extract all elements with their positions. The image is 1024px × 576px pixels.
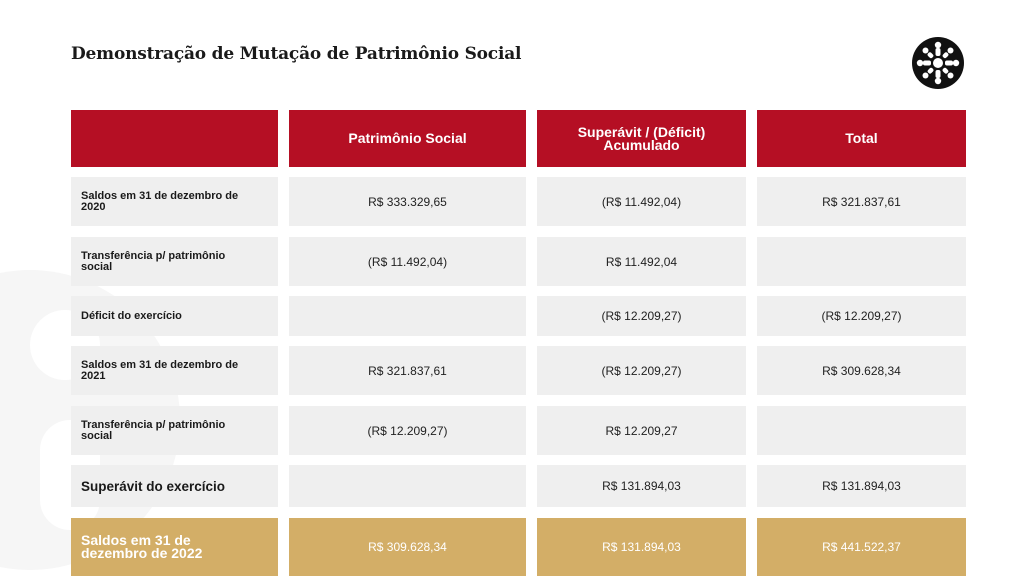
table-cell: (R$ 12.209,27) [757,296,966,336]
table-cell-total: R$ 309.628,34 [289,518,526,576]
table-cell: (R$ 11.492,04) [537,177,746,226]
table-row-label: Saldos em 31 de dezembro de 2020 [71,177,278,226]
table-row-label: Superávit do exercício [71,465,278,507]
people-circle-logo-icon [912,37,964,89]
table-row-label: Transferência p/ patrimônio social [71,237,278,286]
table-cell [757,237,966,286]
table-cell-total: R$ 441.522,37 [757,518,966,576]
table-cell: R$ 11.492,04 [537,237,746,286]
table-cell: R$ 131.894,03 [757,465,966,507]
table-header-superavit-deficit: Superávit / (Déficit) Acumulado [537,110,746,167]
table-header-corner [71,110,278,167]
table-cell [757,406,966,455]
table-cell: R$ 333.329,65 [289,177,526,226]
table-cell: R$ 12.209,27 [537,406,746,455]
table-cell: (R$ 11.492,04) [289,237,526,286]
table-cell: (R$ 12.209,27) [537,296,746,336]
table-header-patrimonio-social: Patrimônio Social [289,110,526,167]
table-cell: R$ 321.837,61 [757,177,966,226]
table-cell-total: R$ 131.894,03 [537,518,746,576]
table-row-label: Déficit do exercício [71,296,278,336]
table-header-total: Total [757,110,966,167]
table-cell: (R$ 12.209,27) [537,346,746,395]
page-title: Demonstração de Mutação de Patrimônio Social [71,44,522,64]
table-cell: R$ 321.837,61 [289,346,526,395]
table-row-label-total: Saldos em 31 de dezembro de 2022 [71,518,278,576]
table-row-label: Saldos em 31 de dezembro de 2021 [71,346,278,395]
table-cell: (R$ 12.209,27) [289,406,526,455]
table-cell: R$ 131.894,03 [537,465,746,507]
table-cell: R$ 309.628,34 [757,346,966,395]
table-cell [289,465,526,507]
table-row-label: Transferência p/ patrimônio social [71,406,278,455]
table-cell [289,296,526,336]
